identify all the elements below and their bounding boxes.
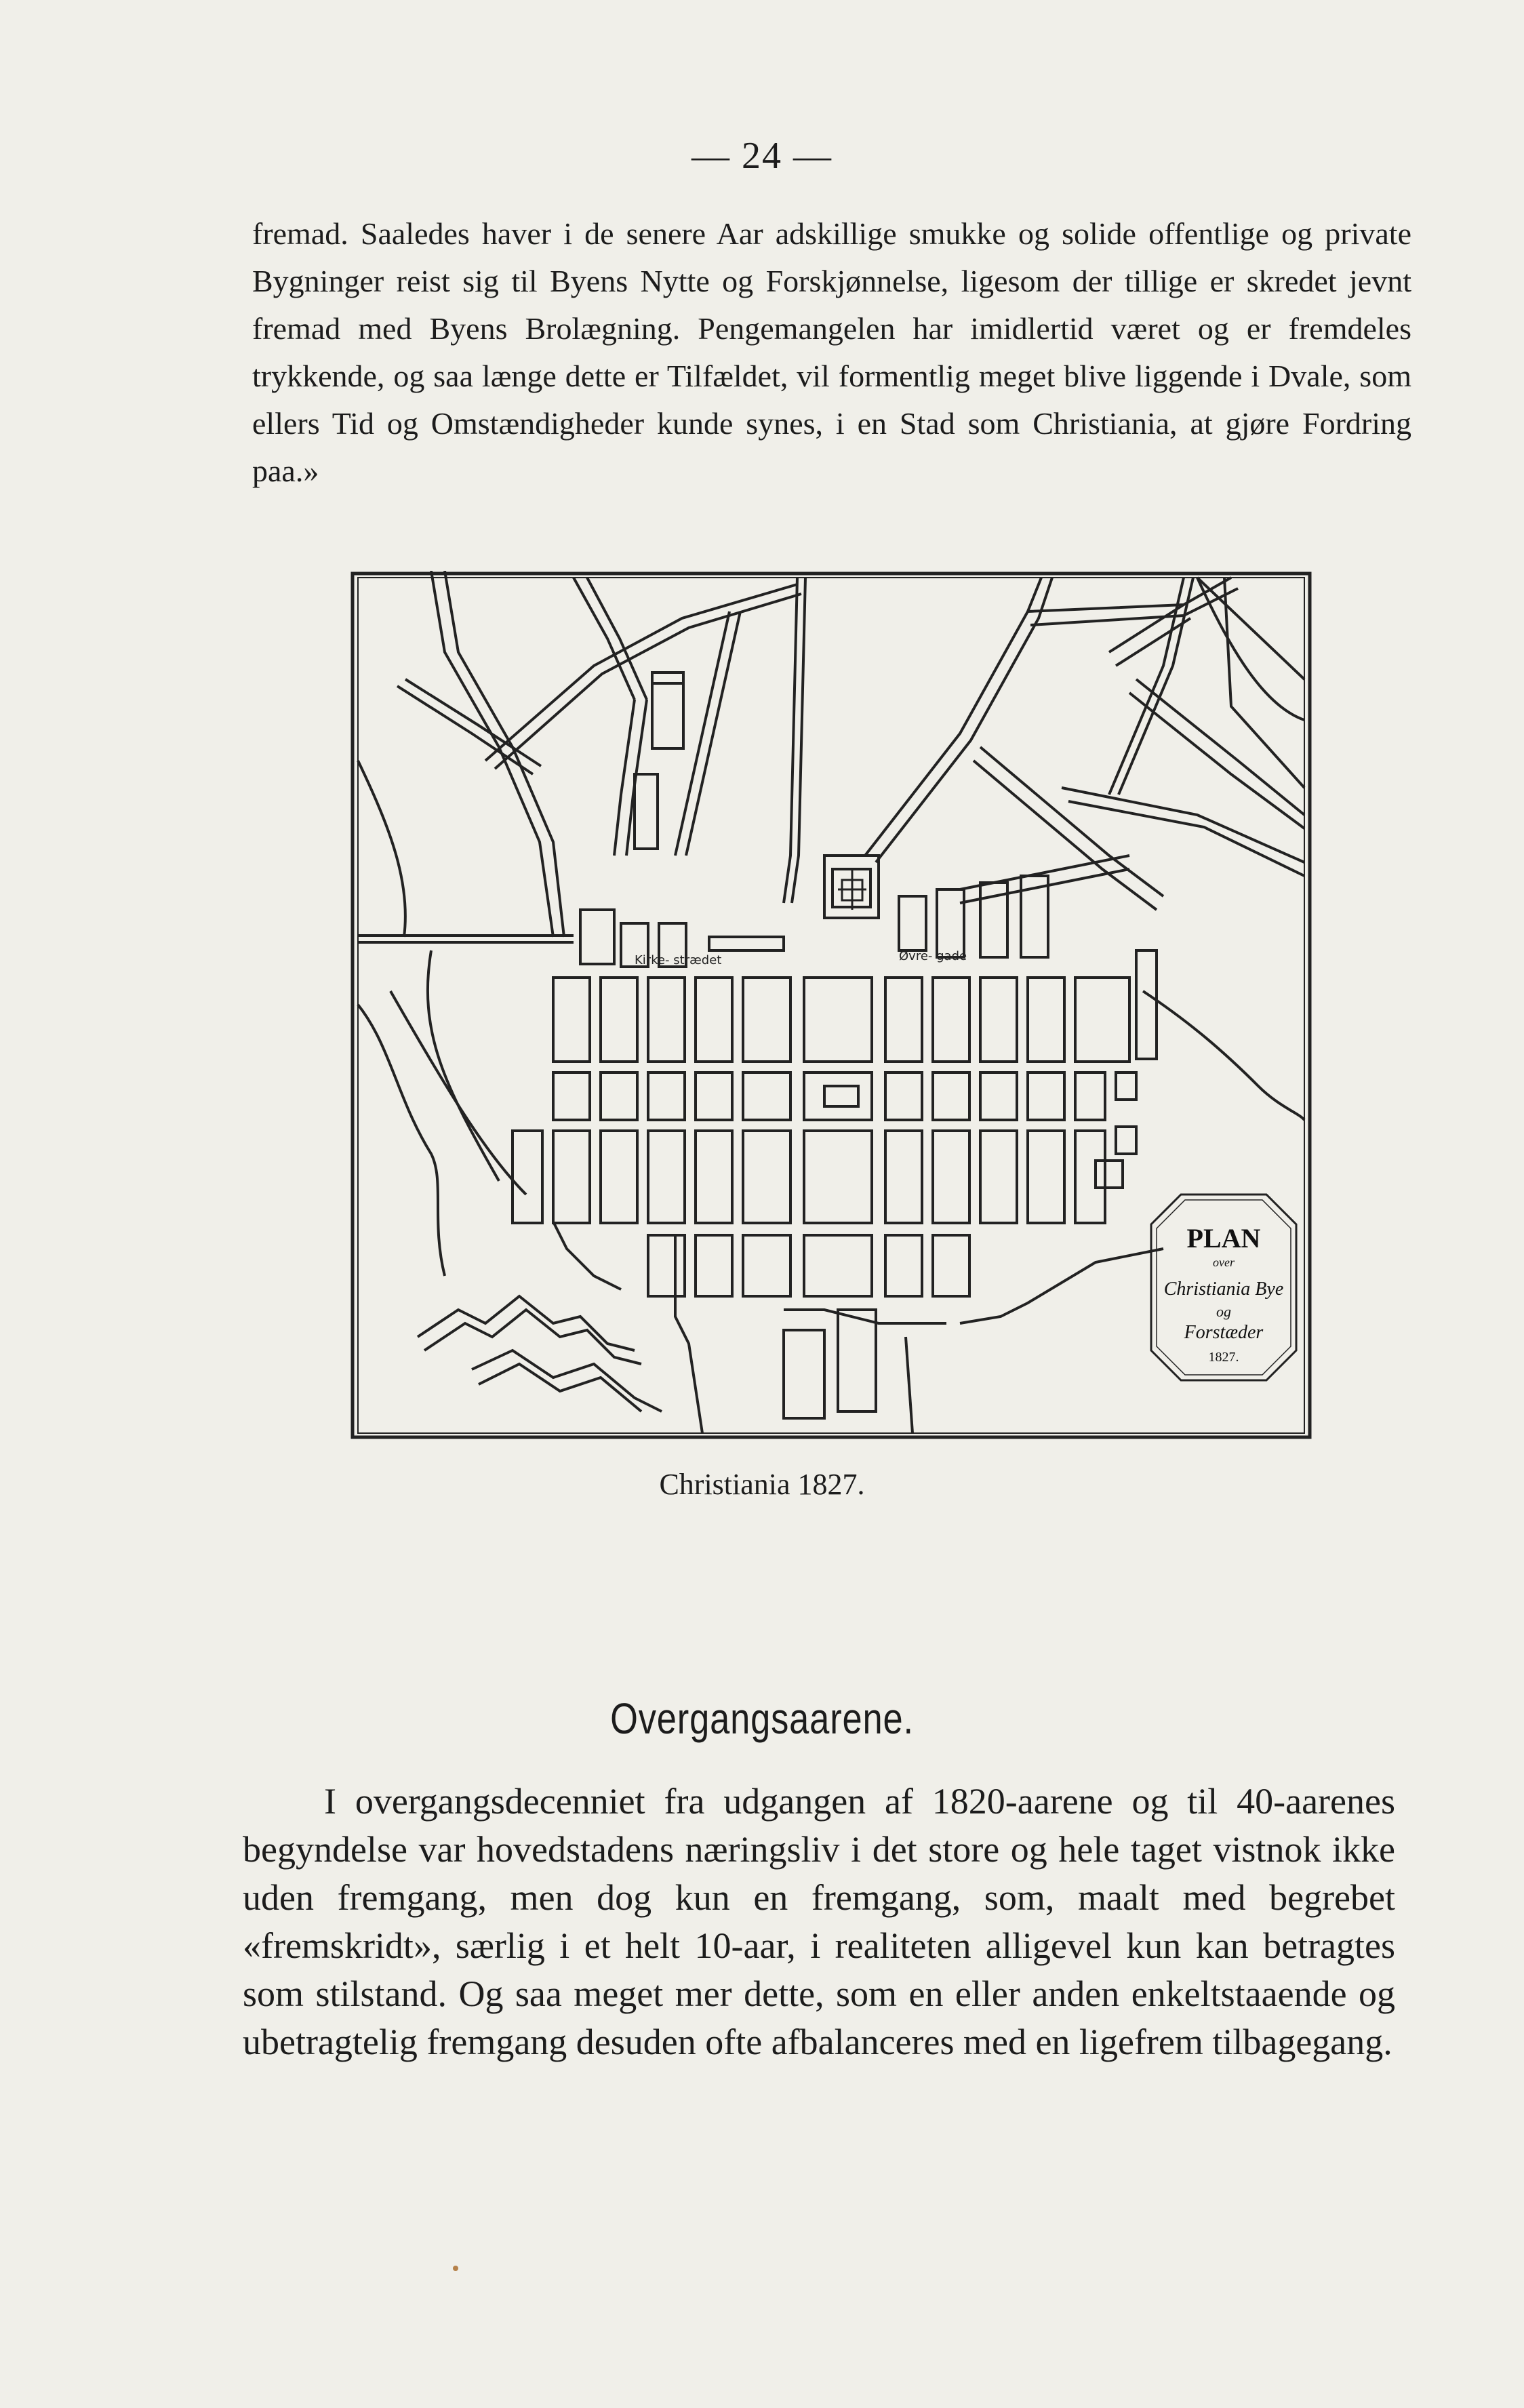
city-map-drawing — [350, 571, 1312, 1440]
church-icon — [838, 869, 866, 910]
cartouche-title: PLAN — [1186, 1223, 1261, 1253]
page-number: — 24 — — [691, 135, 833, 177]
cartouche-year: 1827. — [1208, 1350, 1239, 1365]
body-paragraph-1: fremad. Saaledes haver i de senere Aar adskillige smukke og solide offentlige og private Bygninger reist sig til Byens Nytte og Forskjønnelse, ligesom der tillige er skredet jevnt fremad med Byens Brolægning. Pengemangelen har imidlertid været og er fremdeles trykkende, og saa længe dette er Tilfældet, vil formentlig meget blive liggende i Dvale, som ellers Tid og Omstændigheder kunde synes, i en Stad som Christiania, at gjøre Fordring paa.» — [252, 216, 1411, 488]
section-title: Overgangsaarene. — [610, 1694, 914, 1743]
map-caption: Christiania 1827. — [659, 1468, 865, 1501]
cartouche-og: og — [1216, 1303, 1231, 1320]
street-label-ovregade: Øvre- gade — [899, 949, 967, 963]
body-paragraph-2: I overgangsdecenniet fra udgangen af 1820-aarene og til 40-aarenes begyndelse var hovedstadens næringsliv i det store og hele taget vistnok ikke uden fremgang, men dog kun en fremgang, som, maalt med begrebet «fremskridt», særlig i et helt 10-aar, i realiteten alligevel kun kan betragtes som stilstand. Og saa meget mer dette, som en eller anden enkeltstaaende og ubetragtelig fremgang desuden ofte afbalanceres med en ligefrem tilbagegang. — [243, 1781, 1395, 2062]
city-map — [350, 571, 1312, 1440]
cartouche-forstaeder: Forstæder — [1184, 1322, 1264, 1343]
cartouche-over: over — [1213, 1256, 1235, 1269]
ink-spot — [453, 2266, 458, 2271]
street-label-kirkestraedet: Kirke- strædet — [635, 953, 722, 967]
cartouche-city: Christiania Bye — [1163, 1279, 1284, 1300]
